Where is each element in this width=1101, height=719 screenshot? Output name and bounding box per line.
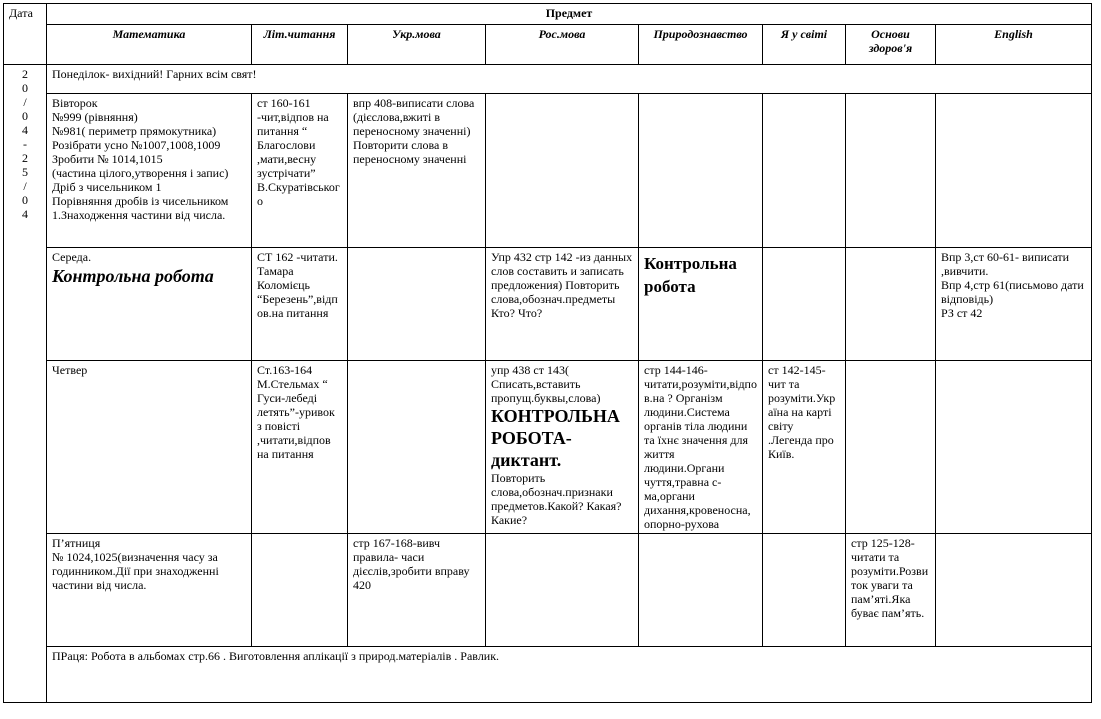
date-char: / bbox=[23, 95, 27, 109]
thursday-world: ст 142-145-чит та розуміти.Україна на карті світу .Легенда про Київ. bbox=[763, 361, 846, 534]
schedule-table bbox=[3, 3, 1092, 703]
tuesday-russian bbox=[486, 94, 639, 248]
day-label: П’ятниця bbox=[52, 536, 101, 550]
thursday-math: Четвер bbox=[47, 361, 252, 534]
tuesday-world bbox=[763, 94, 846, 248]
date-range-vertical bbox=[4, 65, 47, 703]
friday-health: стр 125-128-читати та розуміти.Розвиток уваги та пам’яті.Яка буває пам’ять. bbox=[846, 534, 936, 647]
subject-world: Я у світі bbox=[763, 25, 846, 65]
tuesday-nature bbox=[639, 94, 763, 248]
friday-ukrainian: стр 167-168-вивч правила- часи дієслів,зробити вправу 420 bbox=[348, 534, 486, 647]
date-char: 5 bbox=[22, 165, 28, 179]
test-label: КОНТРОЛЬНА РОБОТА-диктант. bbox=[491, 406, 620, 470]
wednesday-ukrainian bbox=[348, 248, 486, 361]
task-line: РЗ ст 42 bbox=[941, 306, 983, 320]
day-label: Середа. bbox=[52, 250, 92, 264]
monday-row: Понеділок- вихідний! Гарних всім свят! bbox=[47, 65, 1092, 94]
wednesday-math bbox=[47, 248, 252, 361]
subject-nature: Природознавство bbox=[639, 25, 763, 65]
tuesday-english bbox=[936, 94, 1092, 248]
subject-english: English bbox=[936, 25, 1092, 65]
task-line: №999 (рівняння) bbox=[52, 110, 138, 124]
tuesday-math bbox=[47, 94, 252, 248]
task-line: Порівняння дробів із чисельником 1.Знаходження частини від числа. bbox=[52, 194, 229, 222]
subject-group-header: Предмет bbox=[47, 4, 1092, 25]
thursday-nature: стр 144-146-читати,розуміти,відпов.на ? Організм людини.Система органів тіла людини та їхнє значення для життя людини.Органи чуття,травна с-ма,органи дихання,кровеносна, опорно-рухова bbox=[639, 361, 763, 534]
wednesday-health bbox=[846, 248, 936, 361]
subject-literature: Літ.читання bbox=[252, 25, 348, 65]
date-char: 2 bbox=[22, 151, 28, 165]
thursday-russian bbox=[486, 361, 639, 534]
friday-literature bbox=[252, 534, 348, 647]
wednesday-nature bbox=[639, 248, 763, 361]
subject-russian: Рос.мова bbox=[486, 25, 639, 65]
task-line: Впр 4,стр 61(письмово дати відповідь) bbox=[941, 278, 1084, 306]
date-column-header: Дата bbox=[4, 4, 47, 65]
thursday-ukrainian bbox=[348, 361, 486, 534]
friday-english bbox=[936, 534, 1092, 647]
subject-math: Математика bbox=[47, 25, 252, 65]
date-char: / bbox=[23, 179, 27, 193]
task-line: упр 438 ст 143( Списать,вставить пропущ.буквы,слова) bbox=[491, 363, 601, 405]
friday-math bbox=[47, 534, 252, 647]
date-char: 4 bbox=[22, 207, 28, 221]
test-label: Контрольна робота bbox=[52, 266, 214, 286]
date-char: 4 bbox=[22, 123, 28, 137]
task-line: Впр 3,ст 60-61- виписати ,вивчити. bbox=[941, 250, 1070, 278]
thursday-literature: Ст.163-164 М.Стельмах “ Гуси-лебеді летять”-уривок з повісті ,читати,відпов на питання bbox=[252, 361, 348, 534]
friday-russian bbox=[486, 534, 639, 647]
subject-ukrainian: Укр.мова bbox=[348, 25, 486, 65]
tuesday-health bbox=[846, 94, 936, 248]
wednesday-english bbox=[936, 248, 1092, 361]
labor-row: ПРаця: Робота в альбомах стр.66 . Виготовлення аплікації з природ.матеріалів . Равлик. bbox=[47, 647, 1092, 703]
task-line: № 1024,1025(визначення часу за годинником.Дії при знаходженні частини від числа. bbox=[52, 550, 219, 592]
date-char: - bbox=[23, 137, 27, 151]
thursday-english bbox=[936, 361, 1092, 534]
friday-world bbox=[763, 534, 846, 647]
date-char: 2 bbox=[22, 67, 28, 81]
friday-nature bbox=[639, 534, 763, 647]
tuesday-ukrainian: впр 408-виписати слова (дієслова,вжиті в переносному значенні) Повторити слова в переносному значенні bbox=[348, 94, 486, 248]
test-label: Контрольна робота bbox=[644, 254, 737, 296]
task-line: Розібрати усно №1007,1008,1009 bbox=[52, 138, 221, 152]
date-char: 0 bbox=[22, 81, 28, 95]
tuesday-literature: ст 160-161 -чит,відпов на питання “ Благослови ,мати,весну зустрічати” В.Скуратівського bbox=[252, 94, 348, 248]
task-line: Дріб з чисельником 1 bbox=[52, 180, 162, 194]
wednesday-russian: Упр 432 стр 142 -из данных слов составить и записать предложения) Повторить слова,обознач.предметы Кто? Что? bbox=[486, 248, 639, 361]
task-line: №981( периметр прямокутника) bbox=[52, 124, 217, 138]
task-line: (частина цілого,утворення і запис) bbox=[52, 166, 229, 180]
subject-health: Основи здоров'я bbox=[846, 25, 936, 65]
task-line: Зробити № 1014,1015 bbox=[52, 152, 163, 166]
thursday-health bbox=[846, 361, 936, 534]
wednesday-literature: СТ 162 -читати. Тамара Коломієць “Березень”,відпов.на питання bbox=[252, 248, 348, 361]
date-char: 0 bbox=[22, 109, 28, 123]
day-label: Вівторок bbox=[52, 96, 98, 110]
date-char: 0 bbox=[22, 193, 28, 207]
wednesday-world bbox=[763, 248, 846, 361]
task-line: Повторить слова,обознач.признаки предметов.Какой? Какая? Какие? bbox=[491, 471, 622, 527]
